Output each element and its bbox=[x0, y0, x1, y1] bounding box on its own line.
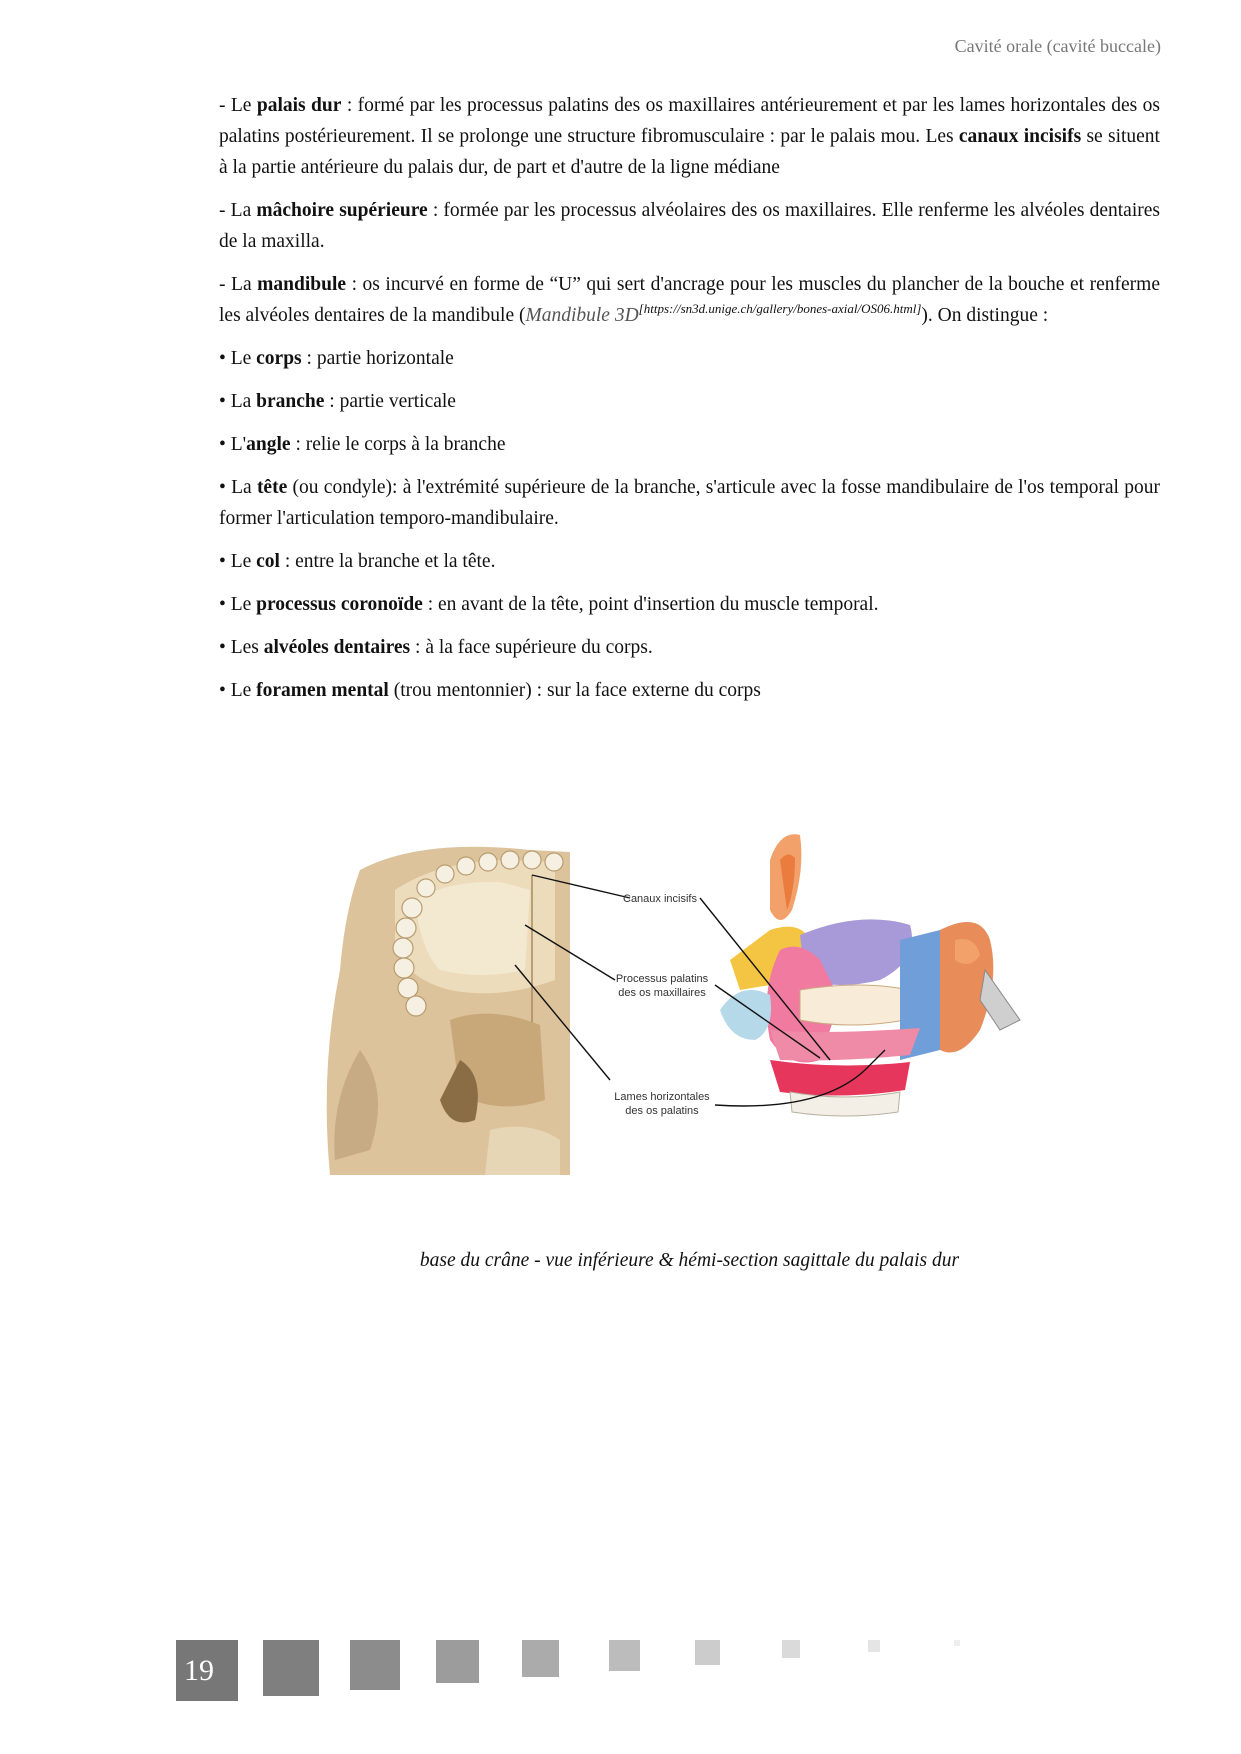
paragraph-machoire-superieure: - La mâchoire supérieure : formée par les processus alvéolaires des os maxillaires. Elle renferme les alvéoles dentaires de la maxilla. bbox=[219, 200, 1160, 252]
page-number: 19 bbox=[176, 1640, 238, 1701]
figure-caption: base du crâne - vue inférieure & hémi-section sagittale du palais dur bbox=[419, 1250, 960, 1271]
decorative-square bbox=[954, 1640, 960, 1646]
bullet-item: • L'angle : relie le corps à la branche bbox=[219, 434, 506, 455]
term-palais-dur: palais dur bbox=[256, 95, 342, 116]
sagittal-section-illustration bbox=[720, 834, 1020, 1116]
term-canaux-incisifs: canaux incisifs bbox=[958, 126, 1082, 147]
skull-base-illustration bbox=[327, 847, 570, 1175]
decorative-square bbox=[868, 1640, 880, 1652]
anatomy-illustration bbox=[300, 830, 1100, 1180]
decorative-square bbox=[695, 1640, 720, 1665]
body-text bbox=[219, 90, 1160, 718]
label-canaux-incisifs: Canaux incisifs bbox=[623, 893, 697, 905]
paragraph-mandibule: - La mandibule : os incurvé en forme de “U” qui sert d'ancrage pour les muscles du plancher de la bouche et renferme les alvéoles dentaires de la mandibule (Mandibule 3D[https://sn3d.unige.ch/gallery/bones-axial/OS06.html]). On distingue : bbox=[219, 274, 1160, 326]
anatomy-figure bbox=[300, 830, 1100, 1180]
mandibule-3d-link[interactable]: Mandibule 3D[https://sn3d.unige.ch/gallery/bones-axial/OS06.html] bbox=[525, 301, 922, 326]
label-lames-horizontales-1: Lames horizontales bbox=[614, 1091, 710, 1103]
bullet-item: • Le col : entre la branche et la tête. bbox=[219, 551, 496, 572]
bullet-item: • La branche : partie verticale bbox=[219, 391, 456, 412]
decorative-square bbox=[782, 1640, 800, 1658]
bullet-item: • La tête (ou condyle): à l'extrémité supérieure de la branche, s'articule avec la fosse mandibulaire de l'os temporal pour former l'articulation temporo-mandibulaire. bbox=[219, 477, 1160, 529]
bullet-item: • Le processus coronoïde : en avant de la tête, point d'insertion du muscle temporal. bbox=[219, 594, 879, 615]
decorative-square bbox=[522, 1640, 559, 1677]
bullet-item: • Les alvéoles dentaires : à la face supérieure du corps. bbox=[219, 637, 653, 658]
label-processus-palatins-1: Processus palatins bbox=[615, 973, 709, 985]
term-mandibule: mandibule bbox=[257, 274, 347, 295]
running-header: Cavité orale (cavité buccale) bbox=[954, 36, 1161, 56]
paragraph-palais-dur: - Le palais dur : formé par les processus palatins des os maxillaires antérieurement et par les lames horizontales des os palatins postérieurement. Il se prolonge une structure fibromusculaire : par le palais mou. Les canaux incisifs se situent à la partie antérieure du palais dur, de part et d'autre de la ligne médiane bbox=[219, 95, 1160, 178]
bullet-item: • Le foramen mental (trou mentonnier) : sur la face externe du corps bbox=[219, 680, 761, 701]
decorative-square bbox=[436, 1640, 479, 1683]
link-url: [https://sn3d.unige.ch/gallery/bones-axial/OS06.html] bbox=[638, 301, 922, 316]
label-lames-horizontales-2: des os palatins bbox=[625, 1105, 699, 1117]
bullet-item: • Le corps : partie horizontale bbox=[219, 348, 454, 369]
decorative-square bbox=[609, 1640, 640, 1671]
label-processus-palatins-2: des os maxillaires bbox=[618, 987, 706, 999]
decorative-square bbox=[350, 1640, 400, 1690]
term-machoire-superieure: mâchoire supérieure bbox=[256, 200, 428, 221]
decorative-square bbox=[263, 1640, 319, 1696]
